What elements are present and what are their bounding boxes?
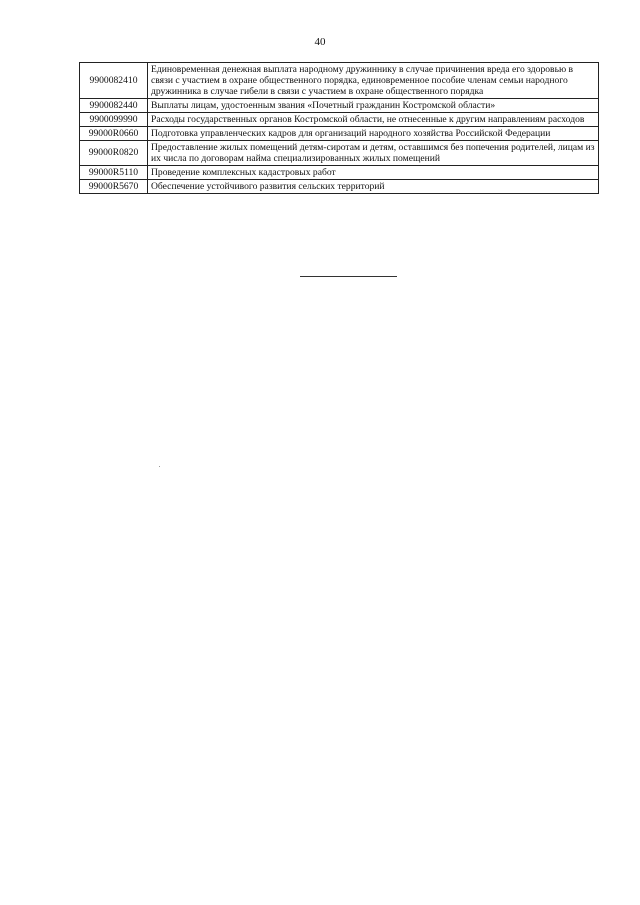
row-description: Проведение комплексных кадастровых работ (148, 165, 599, 179)
page-number: 40 (314, 36, 326, 48)
row-code: 99000R5670 (80, 179, 148, 193)
row-code: 9900082440 (80, 98, 148, 112)
row-code: 99000R0820 (80, 141, 148, 165)
scan-speck (159, 466, 160, 467)
row-code: 99000R0660 (80, 127, 148, 141)
row-code: 99000R5110 (80, 165, 148, 179)
table-row (80, 112, 599, 126)
row-description: Выплаты лицам, удостоенным звания «Почетный гражданин Костромской области» (148, 98, 599, 112)
row-description: Обеспечение устойчивого развития сельских территорий (148, 179, 599, 193)
table-row (80, 98, 599, 112)
table-row (80, 165, 599, 179)
row-description: Подготовка управленческих кадров для организаций народного хозяйства Российской Федерации (148, 127, 599, 141)
row-code: 9900082410 (80, 63, 148, 99)
table-row (80, 179, 599, 193)
budget-codes-table (79, 62, 599, 194)
row-code: 9900099990 (80, 112, 148, 126)
row-description: Расходы государственных органов Костромской области, не отнесенные к другим направлениям расходов (148, 112, 599, 126)
table-row (80, 127, 599, 141)
row-description: Предоставление жилых помещений детям-сиротам и детям, оставшимся без попечения родителей, лицам из их числа по договорам найма специализированных жилых помещений (148, 141, 599, 165)
end-of-document-rule (300, 276, 397, 277)
row-description: Единовременная денежная выплата народному дружиннику в случае причинения вреда его здоровью в связи с участием в охране общественного порядка, единовременное пособие членам семьи народного дружинника в случае гибели в связи с участием в охране общественного порядка (148, 63, 599, 99)
table-row (80, 63, 599, 99)
table-row (80, 141, 599, 165)
